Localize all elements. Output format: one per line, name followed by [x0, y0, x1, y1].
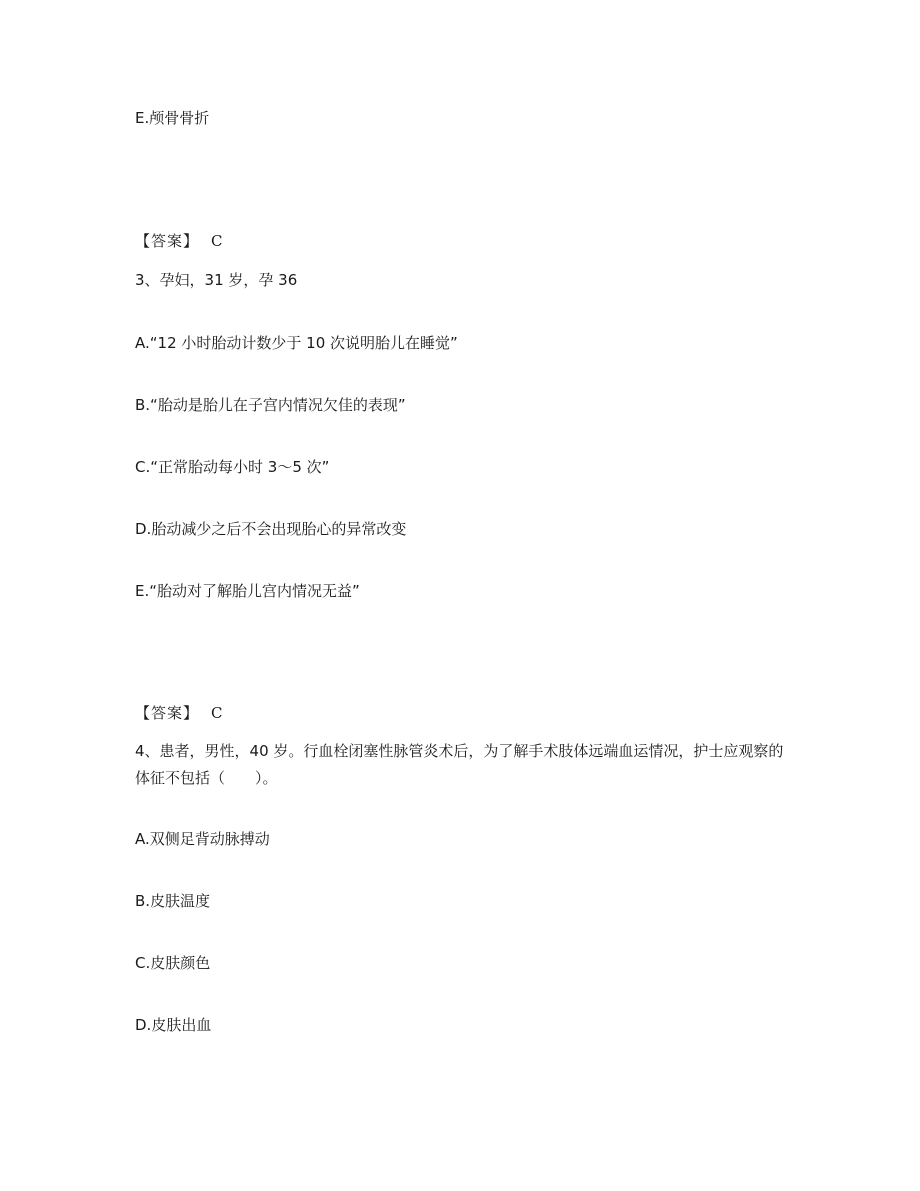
question-3-option-a: A.“12 小时胎动计数少于 10 次说明胎儿在睡觉”: [135, 334, 458, 352]
question-4-stem: 4、患者，男性，40 岁。行血栓闭塞性脉管炎术后，为了解手术肢体远端血运情况，护士应观察的体征不包括（ ）。: [135, 742, 784, 787]
question-3-stem: 3、孕妇，31 岁，孕 36: [135, 271, 298, 289]
question-4-option-a: A.双侧足背动脉搏动: [135, 830, 270, 848]
question-3-option-b: B.“胎动是胎儿在子宫内情况欠佳的表现”: [135, 396, 406, 414]
answer-label: 【答案】: [135, 704, 200, 722]
question-4-option-b: B.皮肤温度: [135, 892, 211, 910]
question-4-option-d: D.皮肤出血: [135, 1016, 212, 1034]
question-3-option-e: E.“胎动对了解胎儿宫内情况无益”: [135, 582, 360, 600]
question-3-option-d: D.胎动减少之后不会出现胎心的异常改变: [135, 520, 407, 538]
answer-value: C: [211, 232, 223, 250]
answer-2: [135, 231, 223, 251]
answer-value: C: [211, 704, 223, 722]
answer-label: 【答案】: [135, 232, 200, 250]
question-2-option-e: E.颅骨骨折: [135, 109, 210, 127]
question-3-option-c: C.“正常胎动每小时 3～5 次”: [135, 458, 330, 476]
answer-3: [135, 703, 223, 723]
question-4-option-c: C.皮肤颜色: [135, 954, 211, 972]
